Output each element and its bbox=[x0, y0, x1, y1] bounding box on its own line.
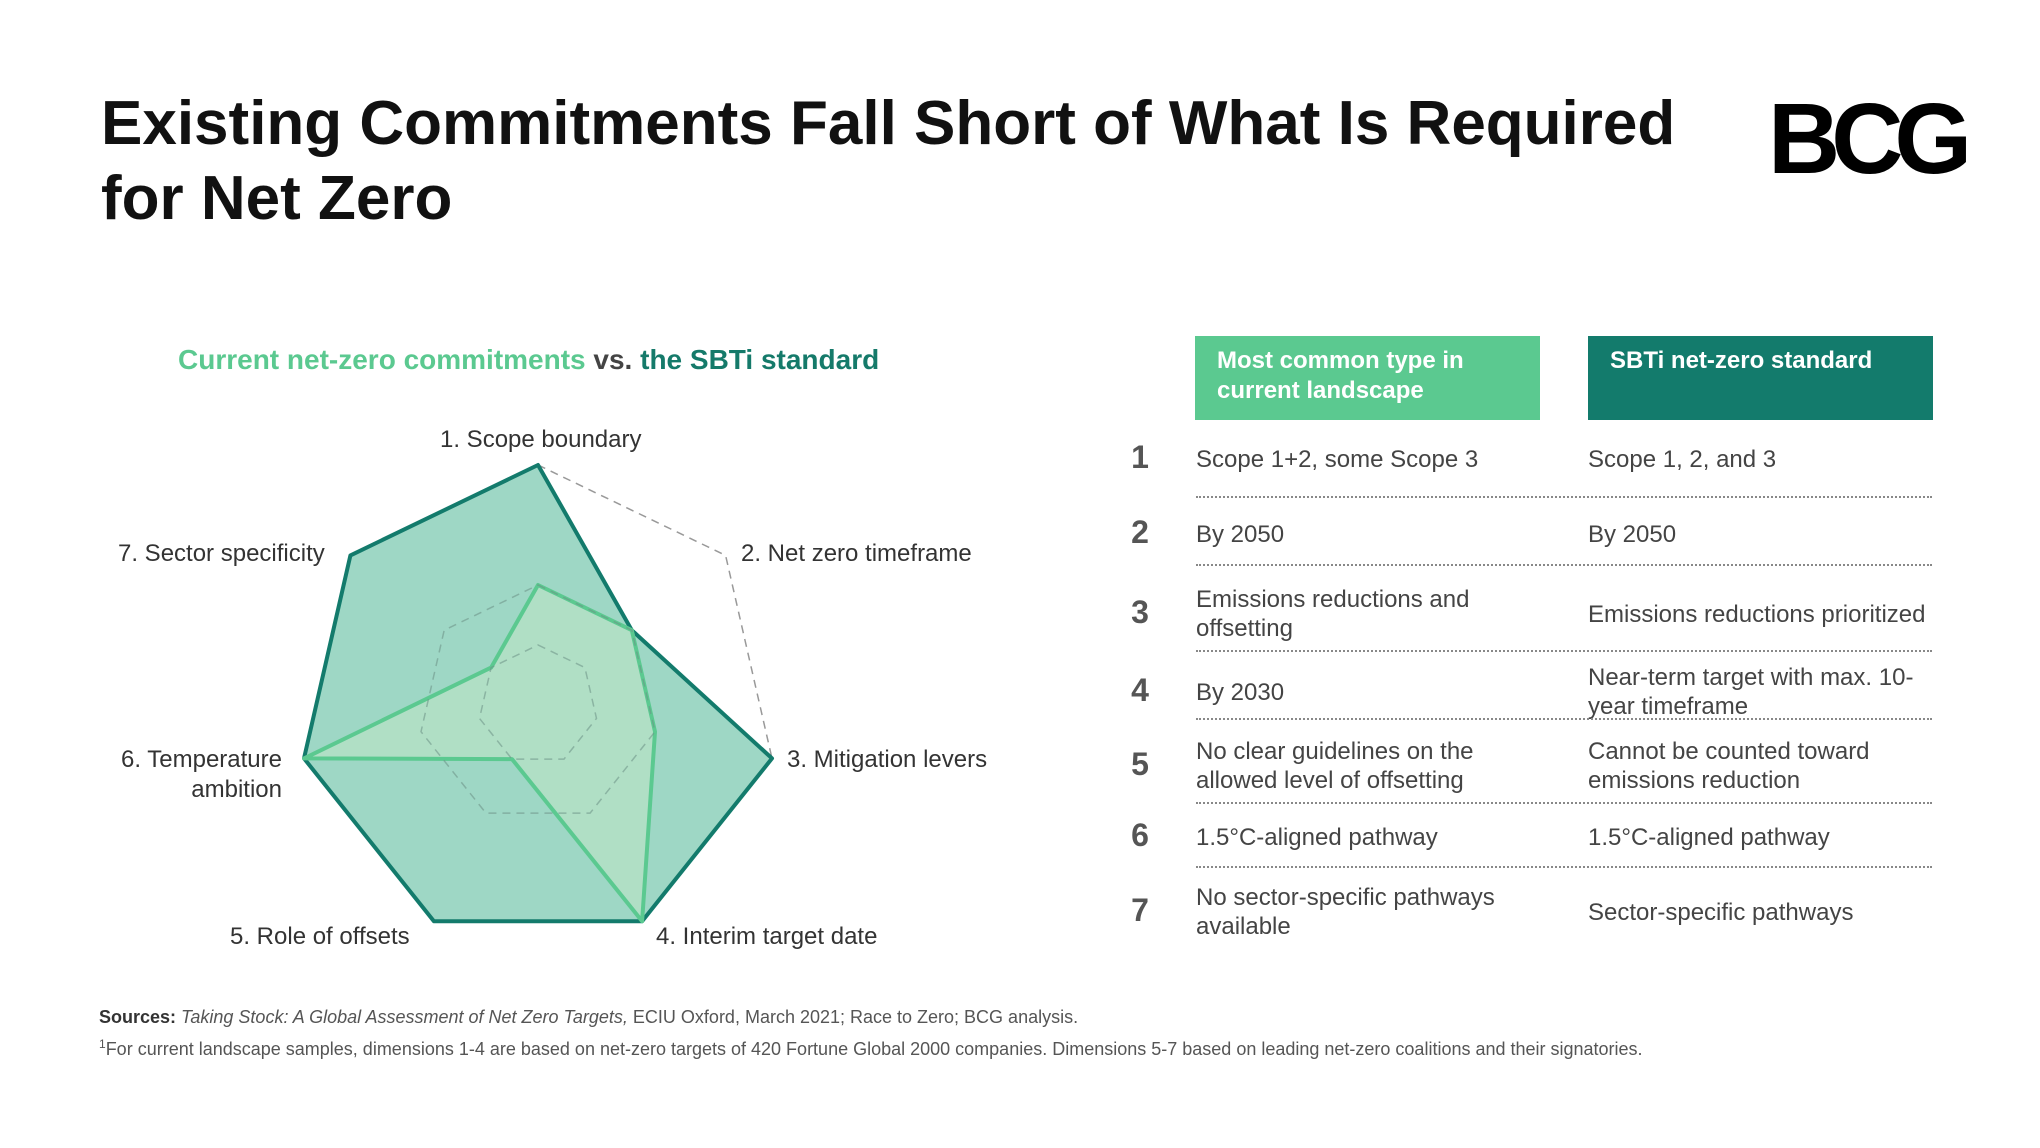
sources-rest: ECIU Oxford, March 2021; Race to Zero; BCG analysis. bbox=[627, 1007, 1079, 1027]
bcg-logo: BCG bbox=[1768, 83, 1964, 195]
sources-note bbox=[99, 1004, 1999, 1063]
axis-label-scope-boundary: 1. Scope boundary bbox=[440, 426, 642, 453]
row-divider bbox=[1196, 496, 1932, 498]
cell-current-landscape: Scope 1+2, some Scope 3 bbox=[1196, 445, 1479, 473]
cell-current-landscape: 1.5°C-aligned pathway bbox=[1196, 823, 1438, 851]
row-divider bbox=[1196, 564, 1932, 566]
sources-title: Taking Stock: A Global Assessment of Net Zero Targets, bbox=[181, 1007, 628, 1027]
sources-label: Sources: bbox=[99, 1007, 177, 1027]
axis-label-net-zero-timeframe: 2. Net zero timeframe bbox=[741, 540, 972, 567]
cell-current-landscape: No sector-specific pathways available bbox=[1196, 884, 1495, 940]
title-line-1: Existing Commitments Fall Short of What Is Required bbox=[101, 89, 1676, 158]
row-divider bbox=[1196, 802, 1932, 804]
table-header-sbti: SBTi net-zero standard bbox=[1588, 336, 1933, 420]
chart-heading-vs: vs. bbox=[593, 344, 633, 375]
chart-heading-current: Current net-zero commitments bbox=[178, 344, 586, 375]
axis-label-temperature-ambition bbox=[110, 745, 282, 805]
cell-sbti-standard: By 2050 bbox=[1588, 520, 1677, 548]
cell-sbti-standard: Cannot be counted toward emissions reduction bbox=[1588, 738, 1870, 794]
sources-line bbox=[99, 1004, 1999, 1031]
row-divider bbox=[1196, 650, 1932, 652]
row-number: 3 bbox=[1131, 594, 1149, 630]
axis-label-6-line1: 6. Temperature bbox=[121, 746, 282, 773]
radar-chart bbox=[0, 0, 1100, 1000]
axis-label-role-of-offsets: 5. Role of offsets bbox=[230, 923, 410, 950]
title-line-2: for Net Zero bbox=[101, 164, 453, 233]
row-number: 1 bbox=[1131, 439, 1149, 475]
cell-current-landscape: Emissions reductions and offsetting bbox=[1196, 586, 1470, 642]
cell-sbti-standard: 1.5°C-aligned pathway bbox=[1588, 823, 1830, 851]
chart-heading-standard: the SBTi standard bbox=[640, 344, 880, 375]
row-number: 4 bbox=[1131, 672, 1149, 708]
row-divider bbox=[1196, 866, 1932, 868]
cell-current-landscape: By 2030 bbox=[1196, 678, 1285, 706]
row-number: 6 bbox=[1131, 817, 1149, 853]
cell-sbti-standard: Near-term target with max. 10-year timeframe bbox=[1588, 664, 1914, 720]
cell-sbti-standard: Sector-specific pathways bbox=[1588, 898, 1854, 926]
footnote-mark: 1 bbox=[99, 1037, 106, 1051]
axis-label-interim-target-date: 4. Interim target date bbox=[656, 923, 878, 950]
table-header-current: Most common type in current landscape bbox=[1195, 336, 1540, 420]
row-number: 2 bbox=[1131, 514, 1149, 550]
row-number: 5 bbox=[1131, 746, 1149, 782]
cell-sbti-standard: Scope 1, 2, and 3 bbox=[1588, 445, 1777, 473]
axis-label-sector-specificity: 7. Sector specificity bbox=[118, 540, 325, 567]
cell-current-landscape: No clear guidelines on the allowed level of offsetting bbox=[1196, 738, 1474, 794]
cell-current-landscape: By 2050 bbox=[1196, 520, 1285, 548]
axis-label-mitigation-levers: 3. Mitigation levers bbox=[787, 746, 988, 773]
footnote-line bbox=[99, 1031, 1999, 1063]
cell-sbti-standard: Emissions reductions prioritized bbox=[1588, 600, 1926, 628]
axis-label-6-line2: ambition bbox=[191, 776, 282, 803]
row-number: 7 bbox=[1131, 892, 1149, 928]
radar-series-layer bbox=[304, 465, 772, 921]
footnote-text: For current landscape samples, dimensions 1-4 are based on net-zero targets of 420 Fortune Global 2000 companies. Dimensions 5-7 based on leading net-zero coalitions and their signatories. bbox=[105, 1039, 1643, 1059]
row-divider bbox=[1196, 718, 1932, 720]
